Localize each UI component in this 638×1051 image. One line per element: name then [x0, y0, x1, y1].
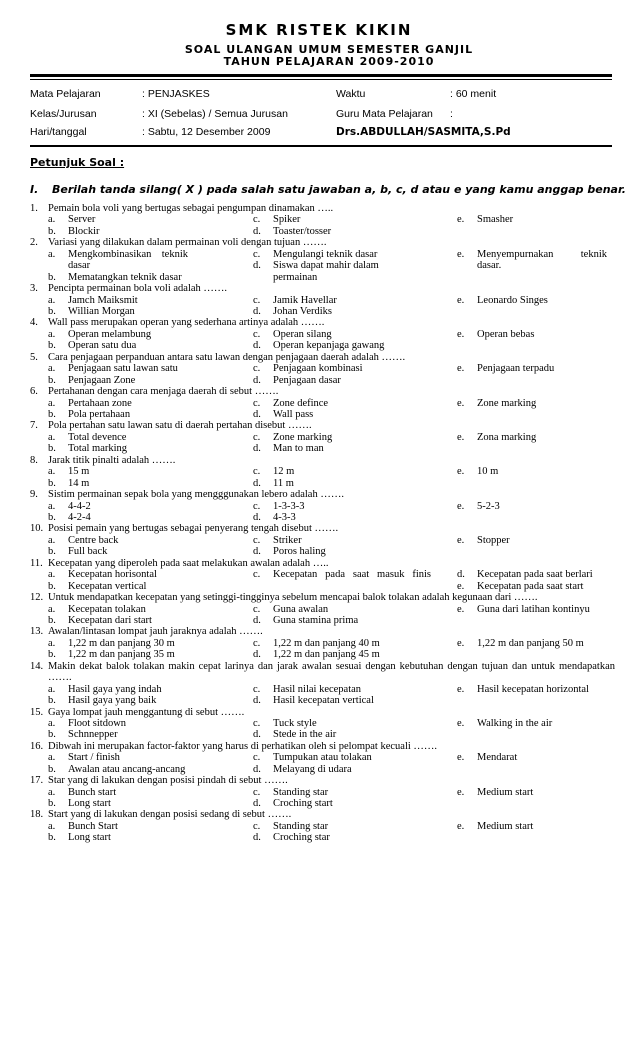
exam-title: SOAL ULANGAN UMUM SEMESTER GANJIL — [184, 43, 474, 56]
question-text: Posisi pemain yang bertugas sebagai penyerang tengah disebut ……. — [48, 523, 339, 535]
question-text: Wall pass merupakan operan yang sederhana artinya adalah ……. — [48, 317, 325, 329]
question-8: 8. Jarak titik pinalti adalah ……. a. 15 m c. 12 m e. 10 m b. 14 m d. 11 m — [30, 454, 499, 489]
question-text: Gaya lompat jauh menggantung di sebut ……. — [48, 706, 245, 718]
question-text: Pencipta permainan bola voli adalah ……. — [48, 283, 228, 295]
instructions-title: Petunjuk Soal : — [30, 156, 125, 169]
question-text: Awalan/lintasan lompat jauh jaraknya adalah ……. — [48, 626, 263, 638]
question-11: 11. Kecepatan yang diperoleh pada saat melakukan awalan adalah ….. a. Kecepatan horisontal c. Kecepatan pada saat masuk finis d. Kecepatan pada saat berlari b. Kecepatan vertical e. Kecepatan pada saat start — [30, 557, 593, 592]
question-16: 16. Dibwah ini merupakan factor-faktor yang harus di perhatikan oleh si pelompat kecuali ……. a. Start / finish c. Tumpukan atau tolakan e. Mendarat b. Awalan atau ancang-ancang d. Melayang di udara — [30, 740, 518, 775]
question-number: 18. — [30, 809, 44, 821]
header-rule-thin — [30, 79, 612, 80]
question-number: 2. — [30, 237, 38, 249]
question-number: 1. — [30, 203, 38, 214]
question-3: 3. Pencipta permainan bola voli adalah ……. a. Jamch Maiksmit c. Jamik Havellar e. Leonardo Singes b. Willian Morgan d. Johan Verdiks — [30, 283, 548, 317]
question-text: Start yang di lakukan dengan posisi sedang di sebut ……. — [48, 809, 292, 821]
time-label: Waktu — [336, 88, 366, 100]
question-text: Pemain bola voli yang bertugas sebagai pengumpan dinamakan ….. — [48, 203, 334, 214]
question-5: 5. Cara penjagaan perpanduan antara satu lawan dengan penjagaan daerah adalah ……. a. Penjagaan satu lawan satu c. Penjagaan kombinasi e. Penjagaan terpadu b. Penjagaan Zone d. Penjagaan dasar — [30, 351, 555, 386]
info-rule — [30, 145, 612, 147]
question-number: 15. — [30, 706, 44, 718]
question-text: Dibwah ini merupakan factor-faktor yang harus di perhatikan oleh si pelompat kecuali ……. — [48, 740, 438, 752]
question-6: 6. Pertahanan dengan cara menjaga daerah di sebut ……. a. Pertahaan zone c. Zone defince e. Zone marking b. Pola pertahaan d. Wall pass — [30, 386, 537, 420]
question-2: 2. Variasi yang dilakukan dalam permainan voli dengan tujuan ……. a. Mengkombinasikan teknik dasar c. Mengulangi teknik dasar e. Menyempurnakan teknik dasar. b. Mematangkan teknik dasar d. Siswa dapat mahir dalam permainan — [30, 237, 607, 283]
date-label: Hari/tanggal — [30, 126, 87, 138]
question-number: 9. — [30, 489, 38, 501]
question-number: 8. — [30, 454, 38, 466]
question-text: Sistim permainan sepak bola yang mengggunakan lebero adalah ……. — [48, 489, 344, 501]
question-text: Pola pertahan satu lawan satu di daerah pertahan disebut ……. — [48, 420, 312, 432]
question-text: Untuk mendapatkan kecepatan yang setinggi-tingginya sebelum mencapai balok tolakan adalah kegunaan dari ……. — [48, 592, 538, 604]
class-label: Kelas/Jurusan — [30, 108, 97, 120]
question-4: 4. Wall pass merupakan operan yang sederhana artinya adalah ……. a. Operan melambung c. Operan silang e. Operan bebas b. Operan satu dua d. Operan kepanjaga gawang — [30, 317, 535, 352]
question-number: 17. — [30, 775, 44, 787]
class-value: : XI (Sebelas) / Semua Jurusan — [142, 108, 288, 120]
question-number: 12. — [30, 592, 44, 604]
question-text: Pertahanan dengan cara menjaga daerah di sebut ……. — [48, 386, 279, 398]
question-text: Variasi yang dilakukan dalam permainan voli dengan tujuan ……. — [48, 237, 327, 249]
teacher-colon: : — [450, 108, 453, 120]
question-10: 10. Posisi pemain yang bertugas sebagai penyerang tengah disebut ……. a. Centre back c. Striker e. Stopper b. Full back d. Poros haling — [30, 523, 510, 558]
question-number: 10. — [30, 523, 44, 535]
question-number: 6. — [30, 386, 38, 398]
section-text: Berilah tanda silang( X ) pada salah satu jawaban a, b, c, d atau e yang kamu anggap benar. — [52, 183, 626, 196]
section-number: I. — [30, 183, 39, 196]
question-number: 14. — [30, 660, 44, 672]
question-7: 7. Pola pertahan satu lawan satu di daerah pertahan disebut ……. a. Total devence c. Zone marking e. Zona marking b. Total marking d. Man to man — [30, 420, 537, 455]
question-number: 16. — [30, 740, 44, 752]
header-rule-thick — [30, 74, 612, 77]
question-14: 14. Makin dekat balok tolakan makin cepat larinya dan jarak awalan sesuai dengan kebutuhan dengan tujuan dan untuk mendapatkan ……. a. Hasil gaya yang indah c. Hasil nilai kecepatan e. Hasil kecepatan horizontal b. Hasil gaya yang baik d. Hasil kecepatan vertical — [30, 660, 615, 707]
question-list — [30, 203, 615, 844]
teacher-label: Guru Mata Pelajaran — [336, 108, 433, 120]
question-number: 3. — [30, 283, 38, 295]
question-number: 11. — [30, 557, 43, 569]
question-number: 5. — [30, 351, 38, 363]
time-value: : 60 menit — [450, 88, 497, 100]
question-text: Kecepatan yang diperoleh pada saat melakukan awalan adalah ….. — [48, 557, 329, 569]
subject-value: : PENJASKES — [142, 88, 210, 100]
question-text: Star yang di lakukan dengan posisi pindah di sebut ……. — [48, 775, 288, 787]
subject-label: Mata Pelajaran — [30, 88, 101, 100]
question-text: Jarak titik pinalti adalah ……. — [48, 454, 176, 466]
question-18: 18. Start yang di lakukan dengan posisi sedang di sebut ……. a. Bunch Start c. Standing star e. Medium start b. Long start d. Croching star — [30, 809, 534, 844]
question-text: Makin dekat balok tolakan makin cepat larinya dan jarak awalan sesuai dengan kebutuhan dengan tujuan dan untuk mendapatkan ……. — [48, 660, 615, 684]
school-name: SMK RISTEK KIKIN — [225, 21, 413, 39]
question-number: 13. — [30, 626, 44, 638]
question-12: 12. Untuk mendapatkan kecepatan yang setinggi-tingginya sebelum mencapai balok tolakan adalah kegunaan dari ……. a. Kecepatan tolakan c. Guna awalan e. Guna dari latihan kontinyu b. Kecepatan dari start d. Guna stamina prima — [30, 592, 590, 626]
question-17: 17. Star yang di lakukan dengan posisi pindah di sebut ……. a. Bunch start c. Standing star e. Medium start b. Long start d. Croching start — [30, 775, 534, 810]
section-instruction — [30, 183, 626, 196]
question-number: 7. — [30, 420, 38, 432]
question-9: 9. Sistim permainan sepak bola yang mengggunakan lebero adalah ……. a. 4-4-2 c. 1-3-3-3 e. 5-2-3 b. 4-2-4 d. 4-3-3 — [30, 489, 500, 523]
question-1: 1. Pemain bola voli yang bertugas sebagai pengumpan dinamakan ….. a. Server c. Spiker e. Smasher b. Blockir d. Toaster/tosser — [30, 203, 514, 237]
question-text: Cara penjagaan perpanduan antara satu lawan dengan penjagaan daerah adalah ……. — [48, 351, 406, 363]
question-13: 13. Awalan/lintasan lompat jauh jaraknya adalah ……. a. 1,22 m dan panjang 30 m c. 1,22 m dan panjang 40 m e. 1,22 m dan panjang 50 m b. 1,22 m dan panjang 35 m d. 1,22 m dan panjang 45 m — [30, 626, 584, 661]
teacher-name: Drs.ABDULLAH/SASMITA,S.Pd — [336, 126, 511, 138]
question-15: 15. Gaya lompat jauh menggantung di sebut ……. a. Floot sitdown c. Tuck style e. Walking in the air b. Schnnepper d. Stede in the air — [30, 706, 553, 741]
question-number: 4. — [30, 317, 38, 329]
academic-year: TAHUN PELAJARAN 2009-2010 — [223, 55, 435, 68]
date-value: : Sabtu, 12 Desember 2009 — [142, 126, 271, 138]
